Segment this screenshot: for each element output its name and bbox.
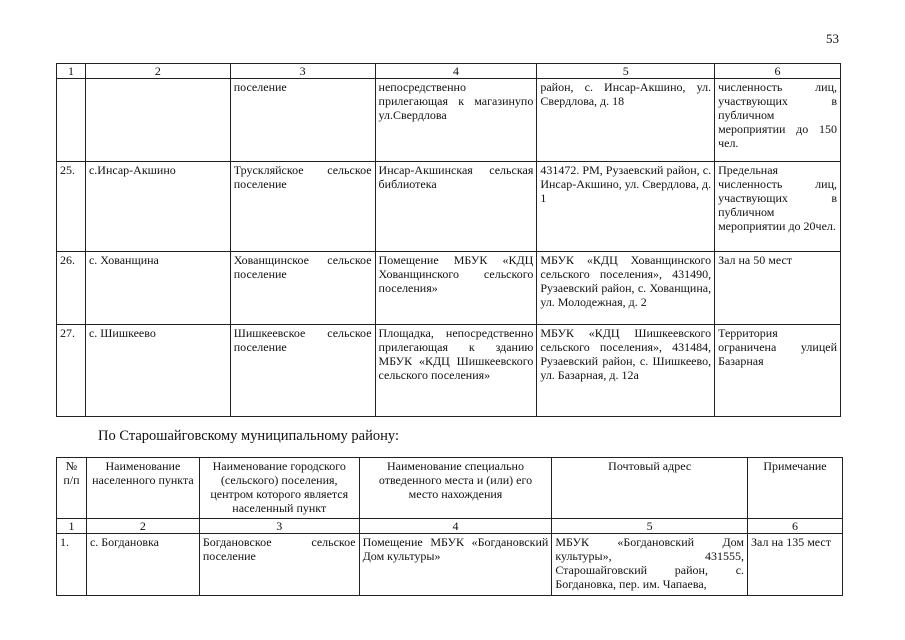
address-cell: МБУК «КДЦ Шишкеевского сельского поселения», 431484, Рузаевский район, с. Шишкеево, ул. Базарная, д. 12а <box>537 325 715 417</box>
col-number: 2 <box>85 64 230 79</box>
note-cell: Предельная численность лиц, участвующих в публичном мероприятии до 20чел. <box>715 162 841 252</box>
municipality-cell: Хованщинское сельское поселение <box>230 252 375 325</box>
column-number-row <box>57 64 841 79</box>
header-cell: Наименование специально отведенного места и (или) его место нахождения <box>359 458 552 519</box>
section-title: По Старошайговскому муниципальному району: <box>98 428 399 444</box>
table-row <box>57 162 841 252</box>
municipality-cell: Шишкеевское сельское поселение <box>230 325 375 417</box>
header-cell: Почтовый адрес <box>552 458 748 519</box>
col-number: 2 <box>86 519 199 534</box>
table-row <box>57 534 843 596</box>
col-number: 3 <box>230 64 375 79</box>
header-cell: Примечание <box>748 458 843 519</box>
table-continuation <box>56 63 841 417</box>
row-number: 26. <box>57 252 86 325</box>
table-row <box>57 325 841 417</box>
settlement-cell: с.Инсар-Акшино <box>85 162 230 252</box>
municipality-cell: Трускляйское сельское поселение <box>230 162 375 252</box>
address-cell: 431472. РМ, Рузаевский район, с. Инсар-Акшино, ул. Свердлова, д. 1 <box>537 162 715 252</box>
row-number: 1. <box>57 534 87 596</box>
place-cell: Помещение МБУК «Богдановский Дом культуры» <box>359 534 552 596</box>
place-cell: непосредственно прилегающая к магазинупо ул.Свердлова <box>375 79 537 162</box>
address-cell: МБУК «Богдановский Дом культуры», 431555, Старошайговский район, с. Богдановка, пер. им. Чапаева, <box>552 534 748 596</box>
note-cell: Зал на 135 мест <box>748 534 843 596</box>
col-number: 4 <box>375 64 537 79</box>
col-number: 5 <box>537 64 715 79</box>
settlement-cell: с. Богдановка <box>86 534 199 596</box>
table-staroshaigovsky <box>56 457 843 596</box>
address-cell: МБУК «КДЦ Хованщинского сельского поселения», 431490, Рузаевский район, с. Хованщина, ул. Молодежная, д. 2 <box>537 252 715 325</box>
header-cell: Наименование городского (сельского) поселения, центром которого является населенный пункт <box>199 458 359 519</box>
place-cell: Площадка, непосредственно прилегающая к зданию МБУК «КДЦ Шишкеевского сельского поселения» <box>375 325 537 417</box>
settlement-cell <box>85 79 230 162</box>
col-number: 3 <box>199 519 359 534</box>
col-number: 4 <box>359 519 552 534</box>
municipality-cell: Богдановское сельское поселение <box>199 534 359 596</box>
row-number: 25. <box>57 162 86 252</box>
note-cell: Территория ограничена улицей Базарная <box>715 325 841 417</box>
settlement-cell: с. Хованщина <box>85 252 230 325</box>
settlement-cell: с. Шишкеево <box>85 325 230 417</box>
col-number: 6 <box>748 519 843 534</box>
header-cell: № п/п <box>57 458 87 519</box>
table-row <box>57 252 841 325</box>
column-number-row <box>57 519 843 534</box>
note-cell: численность лиц, участвующих в публичном мероприятии до 150 чел. <box>715 79 841 162</box>
note-cell: Зал на 50 мест <box>715 252 841 325</box>
header-cell: Наименование населенного пункта <box>86 458 199 519</box>
municipality-cell: поселение <box>230 79 375 162</box>
col-number: 1 <box>57 519 87 534</box>
place-cell: Помещение МБУК «КДЦ Хованщинского сельского поселения» <box>375 252 537 325</box>
col-number: 6 <box>715 64 841 79</box>
col-number: 1 <box>57 64 86 79</box>
place-cell: Инсар-Акшинская сельская библиотека <box>375 162 537 252</box>
table-row <box>57 79 841 162</box>
col-number: 5 <box>552 519 748 534</box>
address-cell: район, с. Инсар-Акшино, ул. Свердлова, д. 18 <box>537 79 715 162</box>
page-number: 53 <box>826 31 839 46</box>
row-number <box>57 79 86 162</box>
header-row <box>57 458 843 519</box>
row-number: 27. <box>57 325 86 417</box>
